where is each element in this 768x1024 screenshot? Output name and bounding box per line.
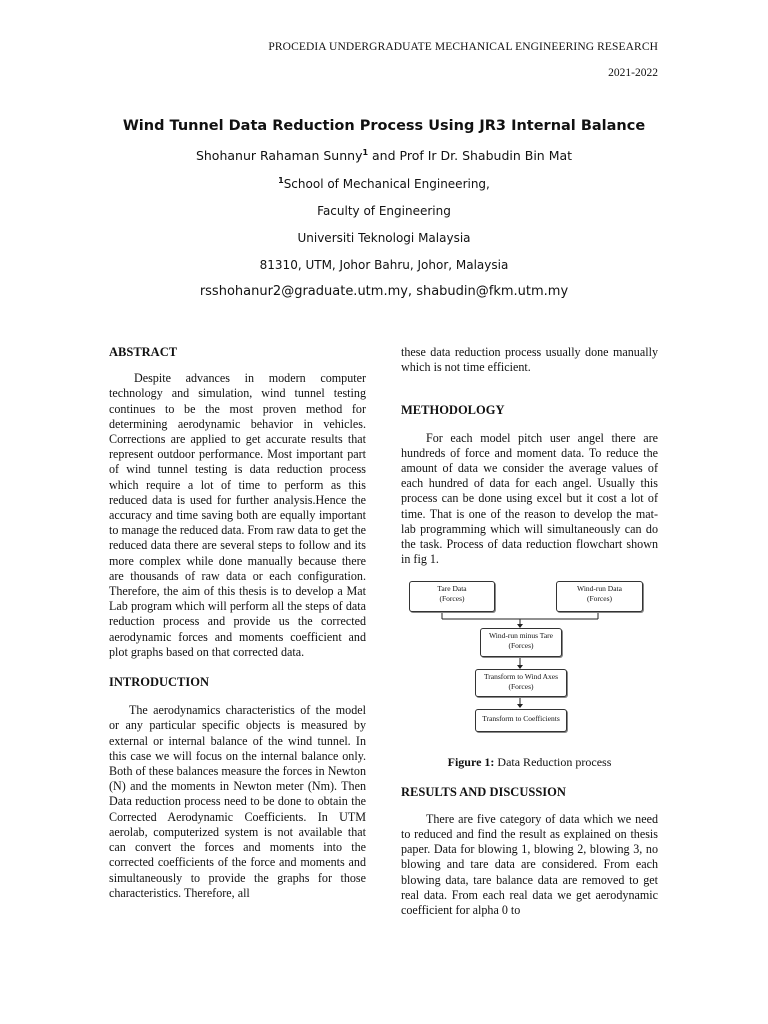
figure-label: Figure 1:	[447, 755, 495, 770]
flow-box-axes-subtitle: (Forces)	[508, 682, 534, 692]
affiliation-address: 81310, UTM, Johor Bahru, Johor, Malaysia	[259, 258, 509, 273]
affiliation-sup: 1	[278, 176, 284, 186]
arrow-to-coeff	[517, 704, 523, 708]
affiliation-university: Universiti Teknologi Malaysia	[297, 231, 471, 246]
journal-name: PROCEDIA UNDERGRADUATE MECHANICAL ENGINEERING RESEARCH	[268, 41, 658, 53]
introduction-continued: these data reduction process usually done manually which is not time efficient.	[401, 345, 658, 375]
methodology-text: For each model pitch user angel there are hundreds of force and moment data. To reduce the amount of data we consider the average values of each hundred of data for each angel. Usually this process can be done using excel but it cost a lot of time. That is one of the reason to develop the mat-lab programming which will simultaneously can do the task. Process of data reduction flowchart shown in fig 1.	[401, 430, 658, 567]
flow-box-windrun-subtitle: (Forces)	[587, 594, 612, 604]
flow-box-transform-wind-axes	[475, 669, 567, 697]
authors	[0, 148, 768, 163]
author-first-sup: 1	[362, 148, 369, 157]
flow-box-windrun-minus-tare	[480, 628, 562, 657]
author-rest: and Prof Ir Dr. Shabudin Bin Mat	[368, 148, 573, 164]
figure-text: Data Reduction process	[494, 755, 612, 770]
journal-year: 2021-2022	[608, 67, 658, 79]
flowchart	[401, 581, 658, 746]
introduction-text: The aerodynamics characteristics of the model or any particular specific objects is measured by external or internal balance of the wind tunnel. In this case we will focus on the internal balance only. Both of these balances measure the forces in Newton (N) and the moments in Newton meter (Nm). Then Data reduction process need to be done to obtain the Corrected Aerodynamic Coefficients. In UTM aerolab, computerized system is not available that can convert the forces and moments into the corrected coefficients of the force and moments and simultaneously to provide the graphs for those characteristics. Therefore, all	[109, 703, 366, 900]
right-column	[401, 345, 658, 918]
flow-box-windrun-title: Wind-run Data	[577, 584, 622, 594]
flow-box-tare-title: Tare Data	[437, 584, 467, 594]
affiliation-school-text: School of Mechanical Engineering,	[283, 177, 490, 192]
introduction-heading: INTRODUCTION	[109, 675, 210, 690]
flow-box-minus-title: Wind-run minus Tare	[488, 631, 554, 641]
author-emails[interactable]: rsshohanur2@graduate.utm.my, shabudin@fkm.utm.my	[199, 284, 569, 300]
flow-box-minus-subtitle: (Forces)	[508, 641, 534, 651]
flow-box-tare-subtitle: (Forces)	[439, 594, 465, 604]
abstract-heading: ABSTRACT	[109, 345, 178, 359]
affiliation-faculty: Faculty of Engineering	[317, 204, 451, 219]
flow-box-axes-title: Transform to Wind Axes	[483, 672, 559, 682]
affiliation-school	[0, 176, 768, 191]
paper-title: Wind Tunnel Data Reduction Process Using JR3 Internal Balance	[122, 118, 646, 134]
left-column	[109, 345, 366, 901]
flow-box-tare-data	[409, 581, 495, 612]
title-block	[0, 118, 768, 299]
flow-box-transform-coefficients	[475, 709, 567, 732]
results-text: There are five category of data which we need to reduced and find the result as explained on thesis paper. Data for blowing 1, blowing 2, blowing 3, no blowing and tare data are considered. From each blowing data, tare balance data are removed to get real data. From each real data we get aerodynamic coefficient for alpha 0 to	[401, 811, 658, 918]
figure-caption	[401, 755, 658, 770]
results-heading: RESULTS AND DISCUSSION	[401, 784, 566, 799]
abstract-text: Despite advances in modern computer technology and simulation, wind tunnel testing continues to be the most proven method for determining aerodynamic behavior in vehicles. Corrections are applied to get accurate results that represent outdoor performance. Most important part of wind tunnel testing is data reduction process which require a lot of time to perform as this reduced data is used for further analysis.Hence the accuracy and time saving both are equally important to manage the reduced data. From raw data to get the reduced data there are several steps to follow and its more complex while done manually because there are thousands of raw data or each configuration. Therefore, the aim of this thesis is to develop a Mat Lab program which will perform all the steps of data reduction process and provide us the corrected aerodynamic forces and moments coefficient and plot graphs based on that corrected data.	[109, 371, 366, 659]
flow-box-windrun-data	[556, 581, 643, 612]
flow-box-coeff-title: Transform to Coefficients	[482, 714, 560, 724]
methodology-heading: METHODOLOGY	[401, 403, 505, 418]
author-first: Shohanur Rahaman Sunny	[195, 148, 363, 164]
